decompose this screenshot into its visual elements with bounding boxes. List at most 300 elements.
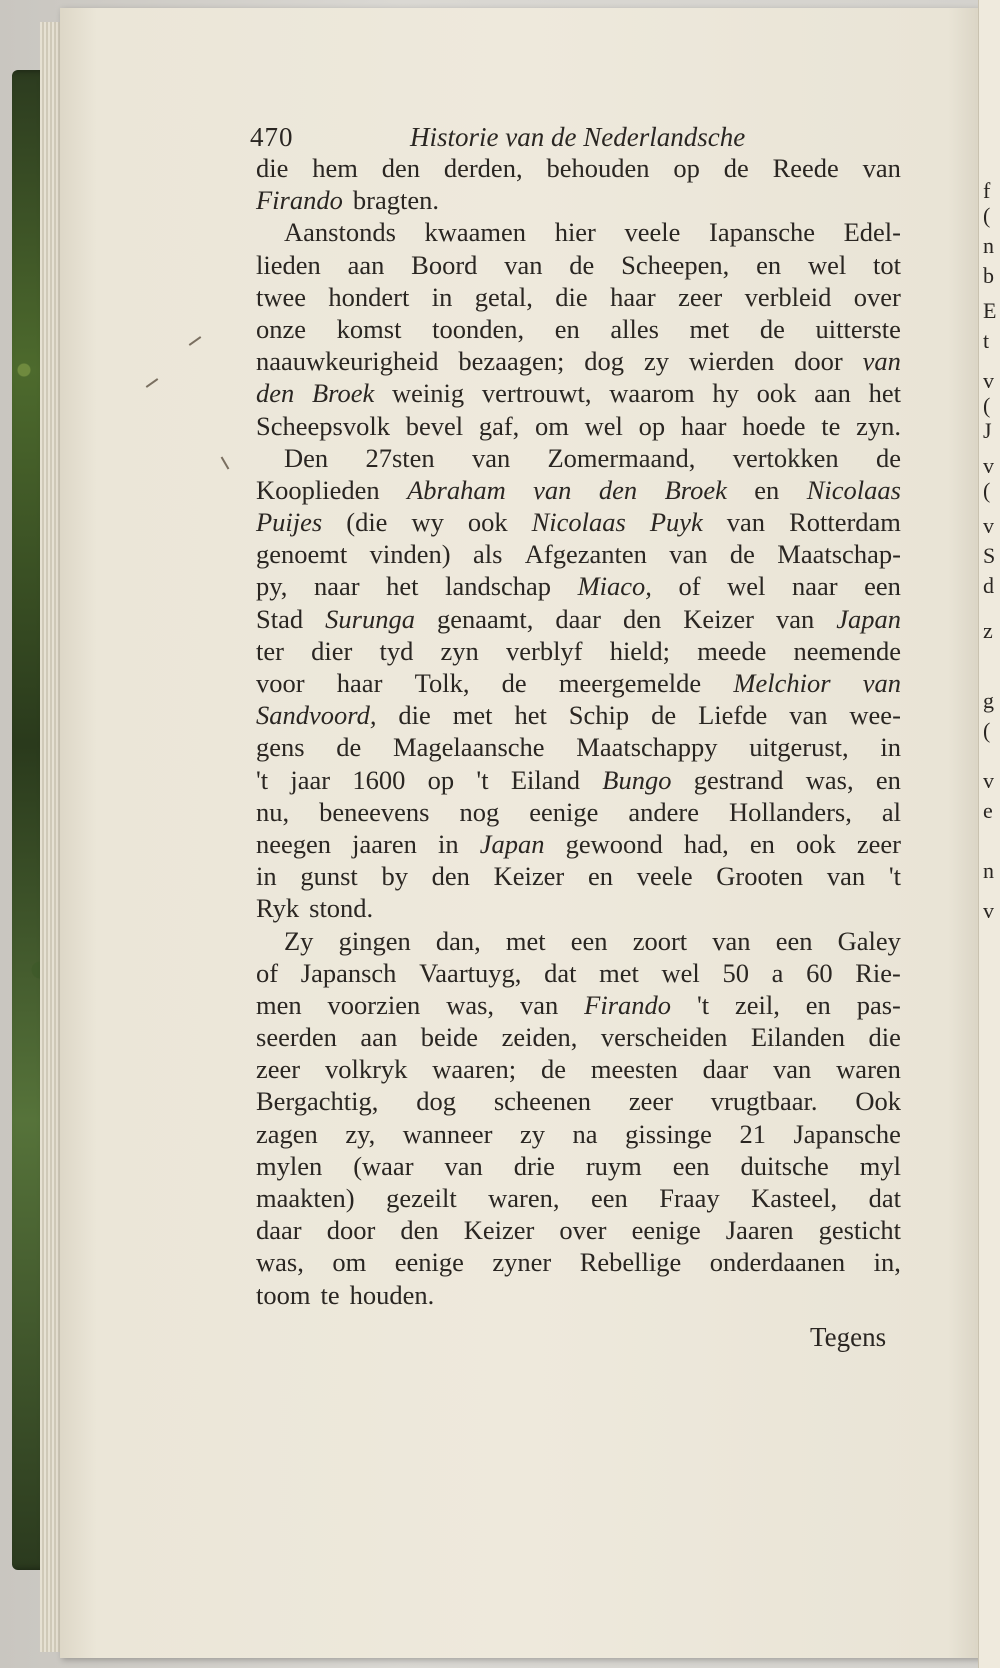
word: 't — [476, 764, 489, 795]
word: in — [256, 861, 277, 892]
page-number: 470 — [250, 122, 294, 152]
word: had, — [683, 828, 729, 859]
word: verblyf — [505, 635, 583, 666]
word: in, — [873, 1247, 901, 1278]
word: die — [868, 1022, 901, 1053]
word: dog — [416, 1086, 457, 1117]
word: in — [880, 732, 901, 763]
word: gunst — [300, 861, 358, 892]
word: waarom — [609, 378, 695, 409]
next-page-fragment: z — [983, 618, 993, 643]
word: (waar — [353, 1150, 414, 1181]
word: Surunga — [325, 603, 415, 634]
word: duitsche — [740, 1150, 829, 1181]
text-line — [256, 1214, 901, 1246]
word: haar — [680, 410, 727, 441]
word: naar — [791, 571, 838, 602]
word: Miaco, — [577, 571, 652, 602]
word: van — [444, 1150, 483, 1181]
word: Schip — [568, 700, 630, 731]
word: volkryk — [324, 1054, 408, 1085]
text-line — [256, 152, 901, 184]
next-page-fragment: v — [983, 898, 994, 923]
word: Vaartuyg, — [419, 957, 522, 988]
word: met — [452, 700, 493, 731]
word: voor — [256, 668, 305, 698]
word: wanneer — [402, 1118, 493, 1149]
next-page-fragment: ( — [983, 478, 991, 503]
word: gissinge — [625, 1118, 712, 1149]
word: Tolk, — [414, 668, 470, 698]
word: eenige — [529, 796, 599, 827]
word: veele — [636, 861, 693, 892]
word: alles — [610, 313, 659, 344]
word: die — [256, 153, 289, 183]
word: Grooten — [716, 861, 804, 892]
word: Ryk — [256, 893, 300, 924]
word: een — [672, 1150, 710, 1181]
word: myl — [859, 1150, 901, 1181]
word: nu, — [256, 796, 290, 827]
word: Fraay — [659, 1183, 720, 1213]
word: en — [756, 249, 782, 280]
word: houden. — [349, 1279, 435, 1310]
word: gingen — [338, 925, 411, 956]
word: meergemelde — [558, 668, 702, 698]
word: zy — [520, 1118, 546, 1149]
word: den — [400, 1215, 439, 1246]
text-line — [256, 1150, 901, 1182]
word: waren, — [488, 1183, 560, 1213]
next-page-fragment: E — [983, 298, 997, 323]
text-line — [256, 184, 901, 216]
text-line — [256, 957, 901, 989]
word: Magelaansche — [393, 732, 545, 763]
word: voorzien — [327, 989, 421, 1020]
word: wierden — [688, 346, 775, 377]
word: als — [472, 539, 503, 570]
word: dat — [868, 1183, 901, 1213]
word: van — [504, 249, 543, 280]
word: den — [598, 474, 638, 505]
word: jaar — [290, 764, 331, 795]
word: lieden — [256, 249, 321, 280]
next-page-fragment: b — [983, 263, 994, 288]
word: het — [514, 700, 547, 731]
word: zagen — [256, 1118, 318, 1149]
word: 't — [696, 989, 710, 1020]
word: van — [826, 861, 866, 892]
word: die — [398, 700, 431, 731]
word: aan — [814, 378, 851, 409]
catchword: Tegens — [810, 1322, 887, 1352]
word: het — [868, 378, 901, 409]
word: toonden, — [432, 313, 525, 344]
word: haar — [610, 281, 656, 312]
word: Liefde — [698, 700, 768, 731]
word: Bergachtig, — [256, 1086, 379, 1117]
word: uitterste — [815, 313, 901, 344]
word: drie — [513, 1150, 555, 1181]
word: beneevens — [319, 796, 430, 827]
word: Iapansche — [709, 217, 815, 248]
word: door — [326, 1215, 376, 1246]
word: zyn. — [856, 410, 901, 441]
word: 27sten — [365, 442, 435, 473]
word: gestrand — [693, 764, 784, 795]
next-page-fragment: v — [983, 513, 994, 538]
word: gesticht — [818, 1215, 901, 1246]
word: zeil, — [735, 989, 780, 1020]
word: Kasteel, — [751, 1183, 838, 1213]
word: bragten. — [352, 185, 439, 216]
word: zyn — [440, 635, 479, 666]
word: stond. — [309, 893, 374, 924]
word: Puyk — [649, 507, 703, 538]
word: van — [669, 539, 708, 570]
word: den — [381, 153, 420, 183]
word: de — [569, 249, 595, 280]
word: komst — [336, 313, 402, 344]
word: te — [821, 410, 841, 441]
word: Zy — [284, 925, 314, 956]
word: een — [591, 1183, 628, 1213]
word: zeer — [678, 281, 723, 312]
word: dan, — [435, 925, 481, 956]
word: Broek — [664, 474, 727, 505]
word: a — [771, 957, 784, 988]
word: wel — [727, 571, 766, 602]
text-line — [256, 892, 901, 924]
word: haar — [336, 668, 383, 698]
word: zoort — [632, 925, 688, 956]
word: aan — [360, 1022, 398, 1053]
word: waren — [836, 1054, 901, 1085]
word: seerden — [256, 1022, 337, 1053]
word: en — [749, 828, 775, 859]
word: andere — [628, 796, 699, 827]
word: Japan — [836, 603, 901, 634]
word: maakten) — [256, 1183, 355, 1213]
word: en — [754, 474, 780, 505]
word: hoede — [742, 410, 806, 441]
word: Hollanders, — [728, 796, 852, 827]
word: bevel — [405, 410, 464, 441]
word: nog — [459, 796, 500, 827]
word: op — [673, 153, 700, 183]
text-line — [256, 1085, 901, 1117]
text-line — [256, 1246, 901, 1278]
next-page-fragment: v — [983, 768, 994, 793]
word: om — [535, 410, 569, 441]
word: Reede — [772, 153, 839, 183]
text-line — [256, 506, 901, 538]
word: op — [427, 764, 455, 795]
text-line — [256, 313, 901, 345]
text-line — [256, 216, 901, 248]
word: mylen — [256, 1150, 323, 1181]
word: Nicolaas — [531, 507, 626, 538]
word: vrugtbaar. — [710, 1086, 818, 1117]
word: twee — [256, 281, 307, 312]
text-line — [256, 828, 901, 860]
text-line — [256, 1053, 901, 1085]
text-line — [256, 1279, 901, 1311]
word: ter — [256, 635, 284, 666]
text-line — [256, 731, 901, 763]
word: van — [519, 989, 559, 1020]
next-page-edge — [978, 0, 1000, 1668]
next-page-fragment: e — [983, 798, 993, 823]
word: Keizer — [493, 861, 565, 892]
next-page-fragment: J — [983, 418, 992, 443]
word: kwaamen — [424, 217, 527, 248]
word: ruym — [585, 1150, 642, 1181]
word: de — [651, 700, 677, 731]
word: wy — [411, 507, 444, 538]
word: dog — [584, 346, 625, 377]
word: en — [805, 989, 831, 1020]
next-page-fragment: v — [983, 453, 994, 478]
text-line — [256, 860, 901, 892]
word: veele — [624, 217, 681, 248]
word: tyd — [379, 635, 414, 666]
word: 60 — [806, 957, 833, 988]
text-line — [256, 699, 901, 731]
text-line — [256, 635, 901, 667]
text-line — [256, 1118, 901, 1150]
text-line — [256, 442, 901, 474]
word: zeer — [628, 1086, 673, 1117]
next-page-fragment: n — [983, 858, 994, 883]
word: en — [587, 861, 613, 892]
word: na — [572, 1118, 598, 1149]
text-line — [256, 989, 901, 1021]
word: den — [623, 603, 662, 634]
word: Broek — [312, 378, 375, 409]
text-line — [256, 796, 901, 828]
word: daar — [256, 1215, 302, 1246]
word: van — [775, 603, 815, 634]
word: uitgerust, — [749, 732, 849, 763]
word: hondert — [328, 281, 410, 312]
word: dat — [544, 957, 577, 988]
word: 1600 — [352, 764, 406, 795]
word: aan — [347, 249, 385, 280]
next-page-fragment: ( — [983, 393, 991, 418]
text-line — [256, 377, 901, 409]
text-line — [256, 764, 901, 796]
word: of — [678, 571, 701, 602]
word: Eilanden — [750, 1022, 846, 1053]
word: den — [431, 861, 470, 892]
word: vinden) — [369, 539, 451, 570]
word: in — [431, 281, 453, 312]
word: Boord — [411, 249, 478, 280]
word: getal, — [474, 281, 533, 312]
text-line — [256, 281, 901, 313]
next-page-fragment: ( — [983, 718, 991, 743]
word: scheenen — [493, 1086, 591, 1117]
word: naauwkeurigheid — [256, 346, 439, 377]
word: Firando — [584, 989, 672, 1020]
word: onderdaanen — [709, 1247, 846, 1278]
word: Rebellige — [579, 1247, 682, 1278]
word: het — [386, 571, 419, 602]
word: meede — [697, 635, 767, 666]
word: Rotterdam — [789, 507, 901, 538]
word: de — [759, 313, 785, 344]
word: en — [554, 313, 580, 344]
word: met — [689, 313, 730, 344]
word: eenige — [394, 1247, 464, 1278]
word: hem — [312, 153, 358, 183]
word: vertokken — [732, 442, 839, 473]
word: om — [332, 1247, 367, 1278]
word: al — [881, 796, 901, 827]
word: in — [438, 828, 459, 859]
text-line — [256, 1182, 901, 1214]
word: Edel- — [843, 217, 901, 248]
word: derden, — [443, 153, 523, 183]
word: de — [723, 153, 749, 183]
word: waaren; — [432, 1054, 517, 1085]
word: van — [726, 507, 766, 538]
text-line — [256, 474, 901, 506]
text-line — [256, 603, 901, 635]
word: wee- — [849, 700, 901, 731]
text-line — [256, 570, 901, 602]
word: den — [256, 378, 295, 409]
next-page-fragment: d — [983, 573, 994, 598]
text-line — [256, 538, 901, 570]
word: Keizer — [683, 603, 754, 634]
word: Scheepen, — [621, 249, 730, 280]
text-line — [256, 249, 901, 281]
word: 50 — [722, 957, 749, 988]
word: zy, — [345, 1118, 376, 1149]
word: met — [599, 957, 639, 988]
word: de — [336, 732, 362, 763]
word: over — [853, 281, 901, 312]
word: zeer — [256, 1054, 301, 1085]
word: py, — [256, 571, 288, 602]
word: hield; — [609, 635, 671, 666]
word: Aanstonds — [284, 217, 396, 248]
word: dier — [311, 635, 353, 666]
word: hier — [554, 217, 596, 248]
word: 't — [256, 764, 269, 795]
word: Maatschappy — [576, 732, 718, 763]
word: zy — [643, 346, 669, 377]
word: neegen — [256, 828, 332, 859]
word: Kooplieden — [256, 474, 380, 505]
word: Den — [284, 442, 329, 473]
word: ook — [467, 507, 508, 538]
word: van — [862, 668, 901, 698]
word: de — [501, 668, 527, 698]
word: beide — [420, 1022, 479, 1053]
word: meesten — [590, 1054, 678, 1085]
next-page-fragment: g — [983, 688, 994, 713]
word: door — [794, 346, 843, 377]
word: Bungo — [602, 764, 672, 795]
word: daar — [555, 603, 601, 634]
word: (die — [346, 507, 388, 538]
word: toom — [256, 1279, 311, 1310]
word: en — [875, 764, 901, 795]
text-line — [256, 667, 901, 699]
word: weinig — [392, 378, 465, 409]
word: gaf, — [478, 410, 520, 441]
word: genaamt, — [436, 603, 534, 634]
word: wel — [584, 410, 623, 441]
word: van — [712, 925, 751, 956]
word: Japan — [479, 828, 545, 859]
word: Rie- — [855, 957, 901, 988]
word: de — [875, 442, 901, 473]
word: 't — [888, 861, 901, 892]
word: wel — [807, 249, 847, 280]
next-page-fragment: ( — [983, 203, 991, 228]
word: eenige — [631, 1215, 701, 1246]
word: zeiden, — [501, 1022, 578, 1053]
word: zyner — [492, 1247, 552, 1278]
word: Abraham — [407, 474, 506, 505]
word: Japansch — [300, 957, 397, 988]
word: gezeilt — [386, 1183, 457, 1213]
word: van — [533, 474, 572, 505]
word: van — [789, 700, 828, 731]
word: Japansche — [793, 1118, 901, 1149]
next-page-fragment: f — [983, 178, 991, 203]
word: van — [862, 153, 901, 183]
word: van — [862, 346, 901, 377]
word: de — [729, 539, 755, 570]
word: Maatschap- — [777, 539, 901, 570]
word: genoemt — [256, 539, 348, 570]
next-page-fragment: S — [983, 543, 996, 568]
next-page-fragment: t — [983, 328, 990, 353]
running-title: Historie van de Nederlandsche — [410, 122, 746, 152]
word: behouden — [546, 153, 650, 183]
word: Scheepsvolk — [256, 410, 390, 441]
word: Afgezanten — [524, 539, 647, 570]
word: te — [320, 1279, 340, 1310]
word: Stad — [256, 603, 304, 634]
word: landschap — [445, 571, 552, 602]
word: of — [256, 957, 279, 988]
word: Keizer — [463, 1215, 535, 1246]
word: Firando — [256, 185, 343, 216]
word: hy — [712, 378, 739, 409]
word: op — [638, 410, 666, 441]
word: van — [471, 442, 511, 473]
word: Ook — [855, 1086, 901, 1117]
body-text — [256, 152, 901, 1311]
word: neemende — [793, 635, 901, 666]
next-page-fragment: n — [983, 233, 994, 258]
word: Eiland — [510, 764, 581, 795]
word: naar — [313, 571, 360, 602]
word: Sandvoord, — [256, 700, 377, 731]
word: was, — [256, 1247, 304, 1278]
word: daar — [702, 1054, 749, 1085]
word: verscheiden — [600, 1022, 728, 1053]
word: bezaagen; — [458, 346, 565, 377]
word: Nicolaas — [806, 474, 901, 505]
text-line — [256, 410, 901, 442]
